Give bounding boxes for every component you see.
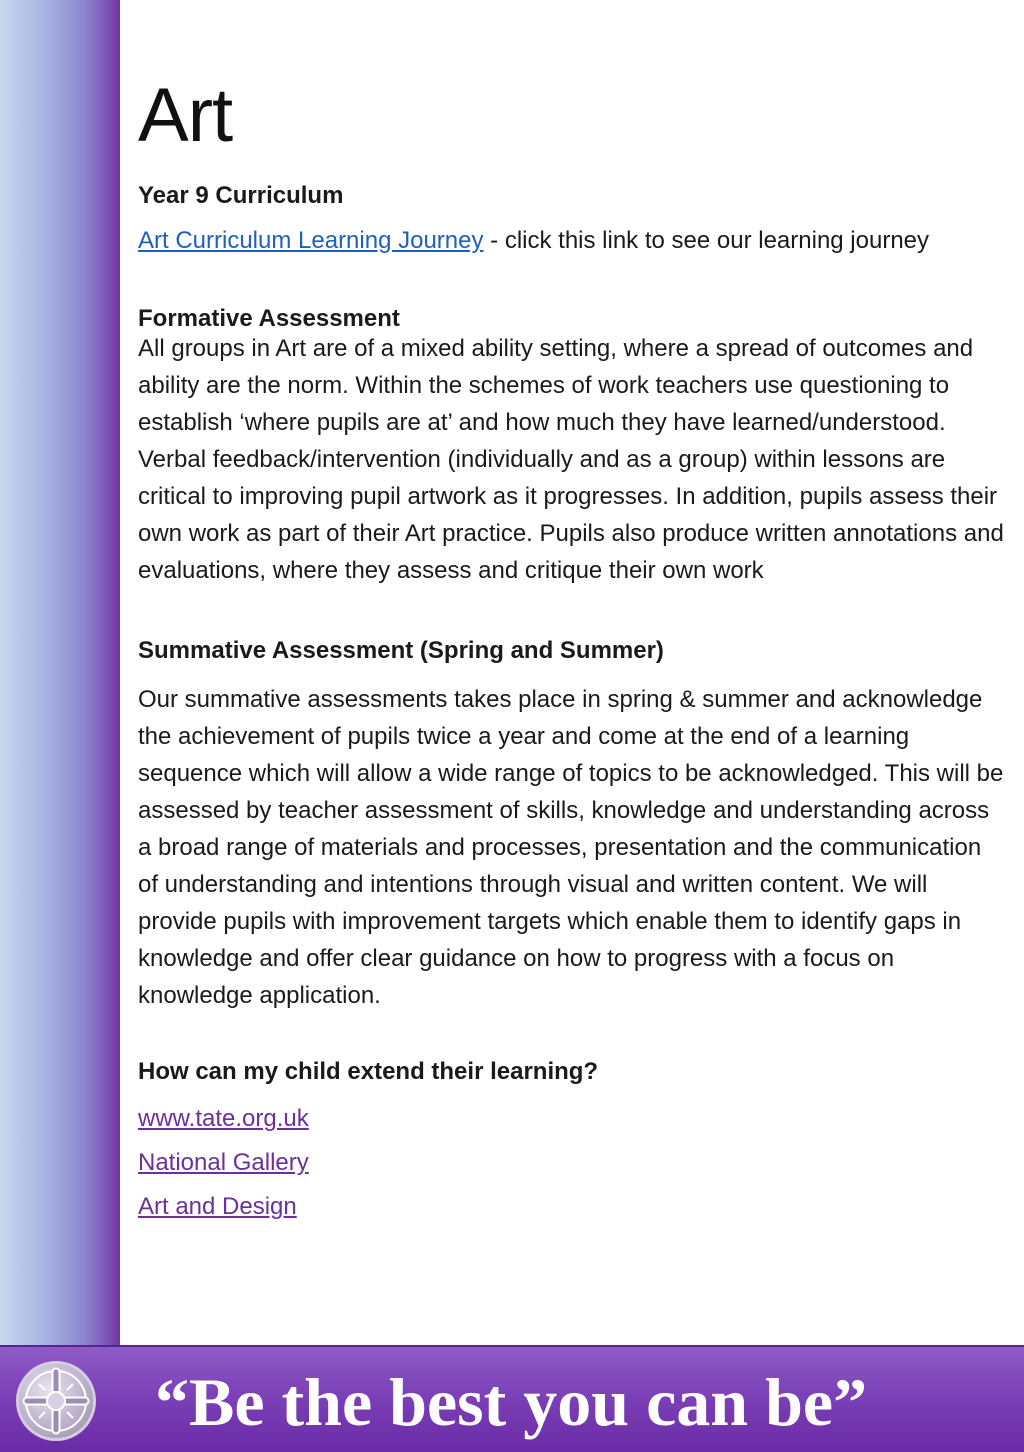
formative-heading: Formative Assessment xyxy=(138,304,400,332)
list-item xyxy=(138,1185,1004,1229)
art-and-design-link[interactable]: Art and Design xyxy=(138,1193,297,1221)
page-subtitle: Year 9 Curriculum xyxy=(138,182,344,209)
side-decorative-band xyxy=(0,0,120,1345)
learning-journey-suffix: - click this link to see our learning journey xyxy=(483,226,930,254)
summative-paragraph: Our summative assessments takes place in spring & summer and acknowledge the achievement of pupils twice a year and come at the end of a learning sequence which will allow a wide range of topics to be acknowledged. This will be assessed by teacher assessment of skills, knowledge and understanding across a broad range of materials and processes, presentation and the communication of understanding and intentions through visual and written content. We will provide pupils with improvement targets which enable them to identify gaps in knowledge and offer clear guidance on how to progress with a focus on knowledge application. xyxy=(138,686,1004,1010)
extend-links-list xyxy=(138,1097,1004,1229)
crest-graphic xyxy=(19,1364,93,1438)
footer-band xyxy=(0,1345,1024,1452)
school-crest-icon xyxy=(16,1361,96,1441)
learning-journey-link[interactable]: Art Curriculum Learning Journey xyxy=(138,226,484,254)
learning-journey-line xyxy=(138,225,1004,257)
school-slogan: “Be the best you can be” xyxy=(155,1364,868,1440)
page-title: Art xyxy=(138,73,233,158)
summative-heading: Summative Assessment (Spring and Summer) xyxy=(138,636,664,664)
main-content xyxy=(138,60,1004,1229)
tate-link[interactable]: www.tate.org.uk xyxy=(138,1105,309,1133)
list-item xyxy=(138,1141,1004,1185)
extend-learning-heading: How can my child extend their learning? xyxy=(138,1058,599,1086)
formative-paragraph: All groups in Art are of a mixed ability setting, where a spread of outcomes and ability are the norm. Within the schemes of work teachers use questioning to establish ‘where pupils are at’ and how much they have learned/understood. Verbal feedback/intervention (individually and as a group) within lessons are critical to improving pupil artwork as it progresses. In addition, pupils assess their own work as part of their Art practice. Pupils also produce written annotations and evaluations, where they assess and critique their own work xyxy=(138,334,1004,584)
list-item xyxy=(138,1097,1004,1141)
national-gallery-link[interactable]: National Gallery xyxy=(138,1149,309,1177)
